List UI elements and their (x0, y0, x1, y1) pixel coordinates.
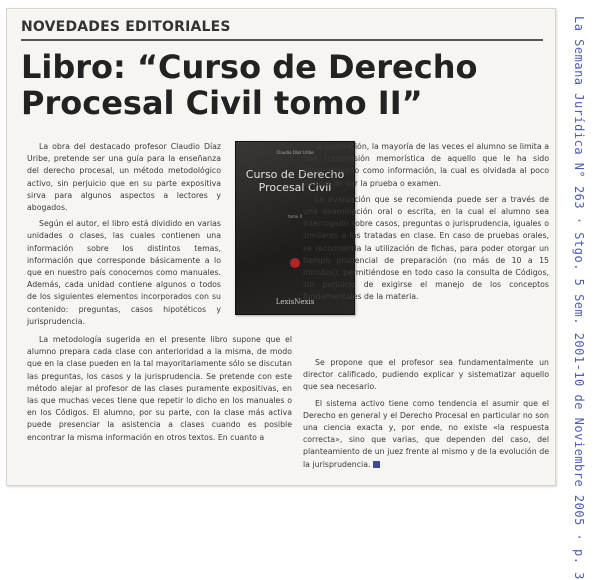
book-author: Claudio Díaz Uribe (276, 150, 314, 155)
headline: Libro: “Curso de Derecho Procesal Civil tomo II” (21, 48, 478, 122)
handwritten-note (568, 14, 588, 580)
paragraph-final (303, 398, 549, 471)
article-column-left (27, 141, 221, 332)
article-column-right-bottom (303, 357, 549, 475)
publisher-logo-icon (290, 258, 300, 268)
section-rule (21, 39, 543, 41)
paragraph-text: El sistema activo tiene como tendencia el asumir que el Derecho en general y el Derecho Procesal en particular no son una ciencia exacta y, por ende, no existe «la respuesta correcta», sino que varias, que dependen del caso, del planteamiento de un juez frente al mismo y de la evolución de la jurisprudencia. (303, 398, 549, 469)
book-subtitle: tomo II (288, 214, 302, 219)
end-of-article-icon (373, 461, 380, 468)
article-column-right (303, 141, 549, 308)
paragraph: Se propone que el profesor sea fundamentalmente un director calificado, pudiendo explicar y sistematizar aquello que sea necesario. (303, 358, 549, 392)
paragraph: La metodología sugerida en el presente libro supone que el alumno prepara cada clase con anterioridad a la misma, de modo que en la clase pueden en la tal mayoritariamente sólo se discutan las preguntas, los casos y la jurisprudencia. Se pretende con este método alejar al profesor de las clases puramente expositivas, en las que muchas veces tiene que repetir lo dicho en los manuales o en los Códigos. El alumno, por su parte, con la clase más activa puede presenciar la asistencia a clases cuando es posible encontrar la misma información en otros textos. En cuanto a (27, 335, 292, 442)
paragraph: La obra del destacado profesor Claudio Díaz Uribe, pretende ser una guía para la enseñanza del derecho procesal, un método metodológico activo, sin perjuicio que en su parte expositiva sirva para algunos aspectos a lectores y abogados. (27, 142, 221, 213)
article-column-left-bottom (27, 334, 292, 448)
handwritten-note-text: La Semana Jurídica N° 263 · Stgo. 5 Sem. 2001-10 de Noviembre 2005 · p. 3 (572, 16, 586, 580)
paragraph: La evaluación que se recomienda puede ser a través de una examinación oral o escrita, en la cual el alumno sea interrogado sobre casos, preguntas o jurisprudencia, iguales o similares a las tratadas en clase. En caso de pruebas orales, se recomienda la utilización de fichas, para poder otorgar un tiempo prudencial de preparación (no más de 10 a 15 minutos), permitiéndose en todo caso la consulta de Códigos, sin perjuicio de exigirse el manejo de los conceptos fundamentales de la materia. (303, 194, 549, 302)
book-publisher: LexisNexis (275, 298, 315, 306)
paragraph: la evaluación, la mayoría de las veces el alumno se limita a una transmisión memorística de aquello que le ha sido proporcionado como información, la cual es olvidada al poco tiempo de dar la prueba o examen. (303, 142, 549, 188)
book-title: Curso de Derecho Procesal Civil (245, 168, 345, 194)
paragraph: Según el autor, el libro está dividido en varias unidades o clases, las cuales contienen una información sobre los distintos temas, información que corresponde básicamente a lo que en nuestro país conocemos como manuales. Además, cada unidad contiene algunos o todos de los siguientes elementos incorporados con su contenido: preguntas, casos hipotéticos y jurisprudencia. (27, 219, 221, 326)
newspaper-clipping (6, 8, 556, 486)
section-header: NOVEDADES EDITORIALES (21, 19, 231, 35)
